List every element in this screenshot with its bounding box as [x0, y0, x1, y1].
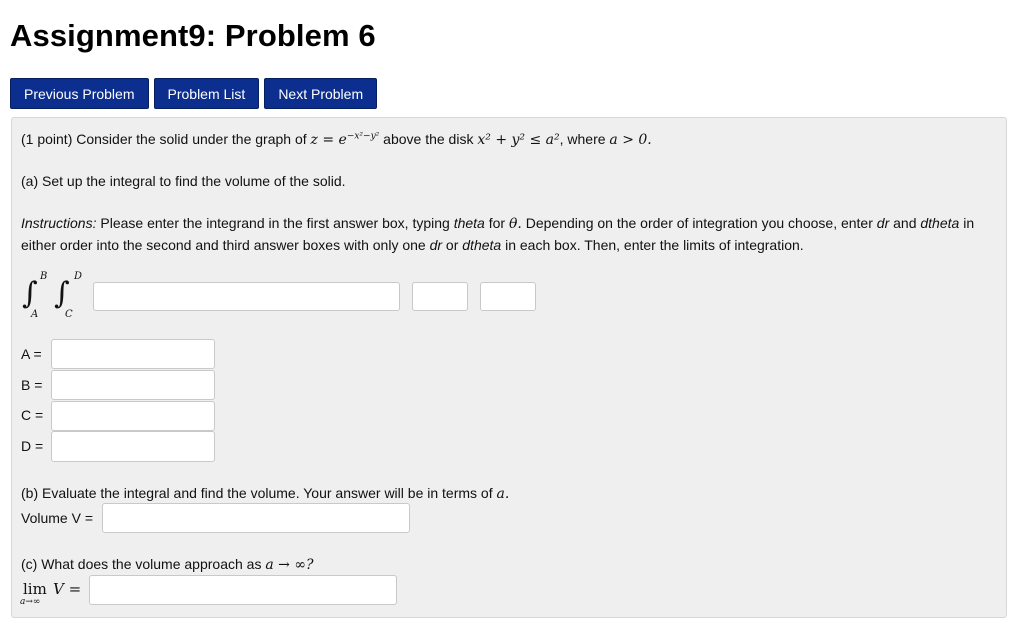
part-b-text: [21, 485, 509, 502]
limit-operator: lim: [23, 580, 47, 598]
limit-d-input[interactable]: [51, 431, 215, 462]
part-b-variable: a.: [496, 486, 510, 502]
limit-c-label: C =: [21, 407, 44, 423]
inner-lower-limit-symbol: C: [65, 309, 73, 320]
above-disk-text: above the disk: [383, 131, 474, 147]
part-c-text: [21, 556, 314, 573]
instructions-text-2: for: [488, 215, 506, 231]
disk-expression: x² + y² ≤ a²: [477, 132, 560, 148]
limit-b-label: B =: [21, 377, 43, 393]
problem-navigation: [10, 78, 377, 109]
outer-integral-sign: ∫: [22, 276, 38, 311]
function-exponent: −x²−y²: [346, 131, 380, 142]
second-differential-input[interactable]: [480, 282, 536, 311]
part-b-statement: (b) Evaluate the integral and find the volume. Your answer will be in terms of: [21, 485, 493, 501]
problem-list-button[interactable]: Problem List: [154, 78, 260, 109]
instructions-text-3: Depending on the order of integration you choose, enter: [525, 215, 873, 231]
part-c-expression: a → ∞?: [265, 557, 314, 573]
dtheta-word: dtheta: [920, 215, 960, 231]
instructions-label: Instructions:: [21, 215, 97, 231]
integrand-input[interactable]: [93, 282, 400, 311]
outer-lower-limit-symbol: A: [31, 309, 39, 320]
part-a-text: (a) Set up the integral to find the volume of the solid.: [21, 173, 346, 189]
instructions: [21, 213, 1001, 256]
limit-a-label: A =: [21, 346, 42, 362]
dr-word: dr: [876, 215, 890, 231]
limit-subscript: a→∞: [20, 597, 41, 607]
previous-problem-button[interactable]: Previous Problem: [10, 78, 149, 109]
and-word: and: [893, 215, 917, 231]
limit-b-input[interactable]: [51, 370, 215, 400]
where-text: , where: [559, 131, 606, 147]
instructions-text-4: in either order into the second and third answer boxes with only one: [21, 215, 975, 253]
outer-upper-limit-symbol: B: [40, 271, 48, 282]
limit-a-input[interactable]: [51, 339, 215, 369]
inner-upper-limit-symbol: D: [74, 271, 83, 282]
dr-word-2: dr: [429, 237, 443, 253]
function-lhs: z = e: [310, 132, 347, 148]
condition-expression: a > 0.: [609, 132, 652, 148]
limit-d-label: D =: [21, 438, 44, 454]
limit-c-input[interactable]: [51, 401, 215, 431]
problem-statement: [21, 131, 652, 148]
instructions-text-5: in each box. Then, enter the limits of integration.: [505, 237, 804, 253]
theta-word: theta: [453, 215, 485, 231]
first-differential-input[interactable]: [412, 282, 468, 311]
page-title: Assignment9: Problem 6: [10, 18, 376, 53]
next-problem-button[interactable]: Next Problem: [264, 78, 377, 109]
function-expression: [311, 132, 380, 148]
limit-v-label: V =: [53, 580, 82, 598]
limit-value-input[interactable]: [89, 575, 397, 605]
or-word: or: [445, 237, 459, 253]
instructions-text-1: Please enter the integrand in the first answer box, typing: [100, 215, 450, 231]
dtheta-word-2: dtheta: [462, 237, 502, 253]
part-c-statement: (c) What does the volume approach as: [21, 556, 262, 572]
theta-symbol: θ.: [508, 216, 522, 232]
problem-intro-text: (1 point) Consider the solid under the graph of: [21, 131, 307, 147]
volume-input[interactable]: [102, 503, 410, 533]
volume-label: Volume V =: [21, 510, 93, 526]
inner-integral-sign: ∫: [54, 276, 70, 311]
